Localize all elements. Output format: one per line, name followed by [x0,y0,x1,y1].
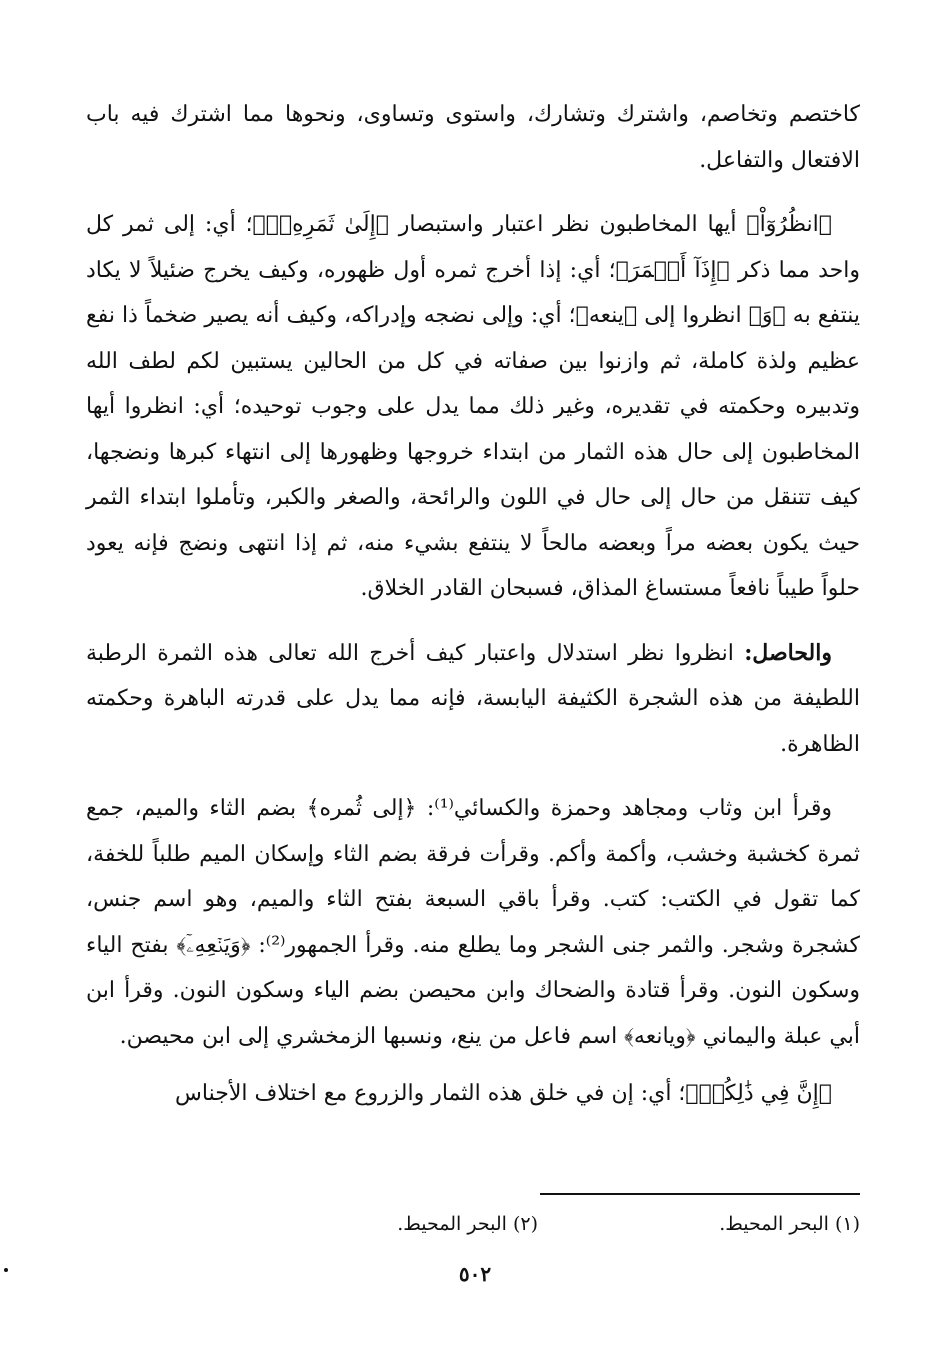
footnote-1: (١) البحر المحيط. [719,1213,860,1235]
paragraph-5: ﴿إِنَّ فِي ذَٰلِكُمۡ﴾؛ أي: إن في خلق هذه الثمار والزروع مع اختلاف الأجناس [175,1081,832,1106]
page-body [86,92,860,1117]
paragraph-2: ﴿انظُرُوٓاْ﴾ أيها المخاطبون نظر اعتبار واستبصار ﴿إِلَىٰ ثَمَرِهِۦٓ﴾؛ أي: إلى ثمر كل واحد مما ذكر ﴿إِذَآ أَثۡمَرَ﴾؛ أي: إذا أخرج ثمره أول ظهوره، وكيف يخرج ضئيلاً لا يكاد ينتفع به ﴿وَ﴾ انظروا إلى ﴿ينعه﴾؛ أي: وإلى نضجه وإدراكه، وكيف أنه يصير ضخماً ذا نفع عظيم ولذة كاملة، ثم وازنوا بين صفاته في كل من الحالين يستبين لكم لطف الله وتدبيره وحكمته في تقديره، وغير ذلك مما يدل على وجوب توحيده؛ أي: انظروا أيها المخاطبون إلى حال هذه الثمار من ابتداء خروجها وظهورها إلى انتهاء كبرها ونضجها، كيف تتنقل من حال إلى حال في اللون والرائحة، والصغر والكبر، وتأملوا ابتداء الثمر حيث يكون بعضه مراً وبعضه مالحاً لا ينتفع بشيء منه، ثم إذا انتهى ونضج فإنه يعود حلواً طيباً نافعاً مستساغ المذاق، فسبحان القادر الخلاق. [86,212,860,601]
page-number: ٥٠٢ [458,1262,492,1286]
paragraph-1: كاختصم وتخاصم، واشترك وتشارك، واستوى وتساوى، ونحوها مما اشترك فيه باب الافتعال والتفاعل. [86,102,860,173]
footnote-separator [540,1193,860,1195]
paragraph-4: وقرأ ابن وثاب ومجاهد وحمزة والكسائي⁽¹⁾: ﴿إلى ثُمره﴾ بضم الثاء والميم، جمع ثمرة كخشبة وخشب، وأكمة وأكم. وقرأت فرقة بضم الثاء وإسكان الميم طلباً للخفة، كما تقول في الكتب: كتب. وقرأ باقي السبعة بفتح الثاء والميم، وهو اسم جنس، كشجرة وشجر. والثمر جنى الشجر وما يطلع منه. وقرأ الجمهور⁽²⁾: ﴿وَيَنۡعِهِۦٓ﴾ بفتح الياء وسكون النون. وقرأ قتادة والضحاك وابن محيصن بضم الياء وسكون النون. وقرأ ابن أبي عبلة واليماني ﴿ويانعه﴾ اسم فاعل من ينع، ونسبها الزمخشري إلى ابن محيصن. [86,796,860,1049]
footnote-2: (٢) البحر المحيط. [397,1213,538,1235]
paragraph-3 [86,631,860,768]
scan-dot [4,1268,8,1272]
paragraph-3-lead: والحاصل: [744,639,832,666]
paragraph-3-text: انظروا نظر استدلال واعتبار كيف أخرج الله تعالى هذه الثمرة الرطبة اللطيفة من هذه الشجرة الكثيفة اليابسة، فإنه مما يدل على قدرته الباهرة وحكمته الظاهرة. [86,640,860,757]
footnotes [200,1208,860,1248]
